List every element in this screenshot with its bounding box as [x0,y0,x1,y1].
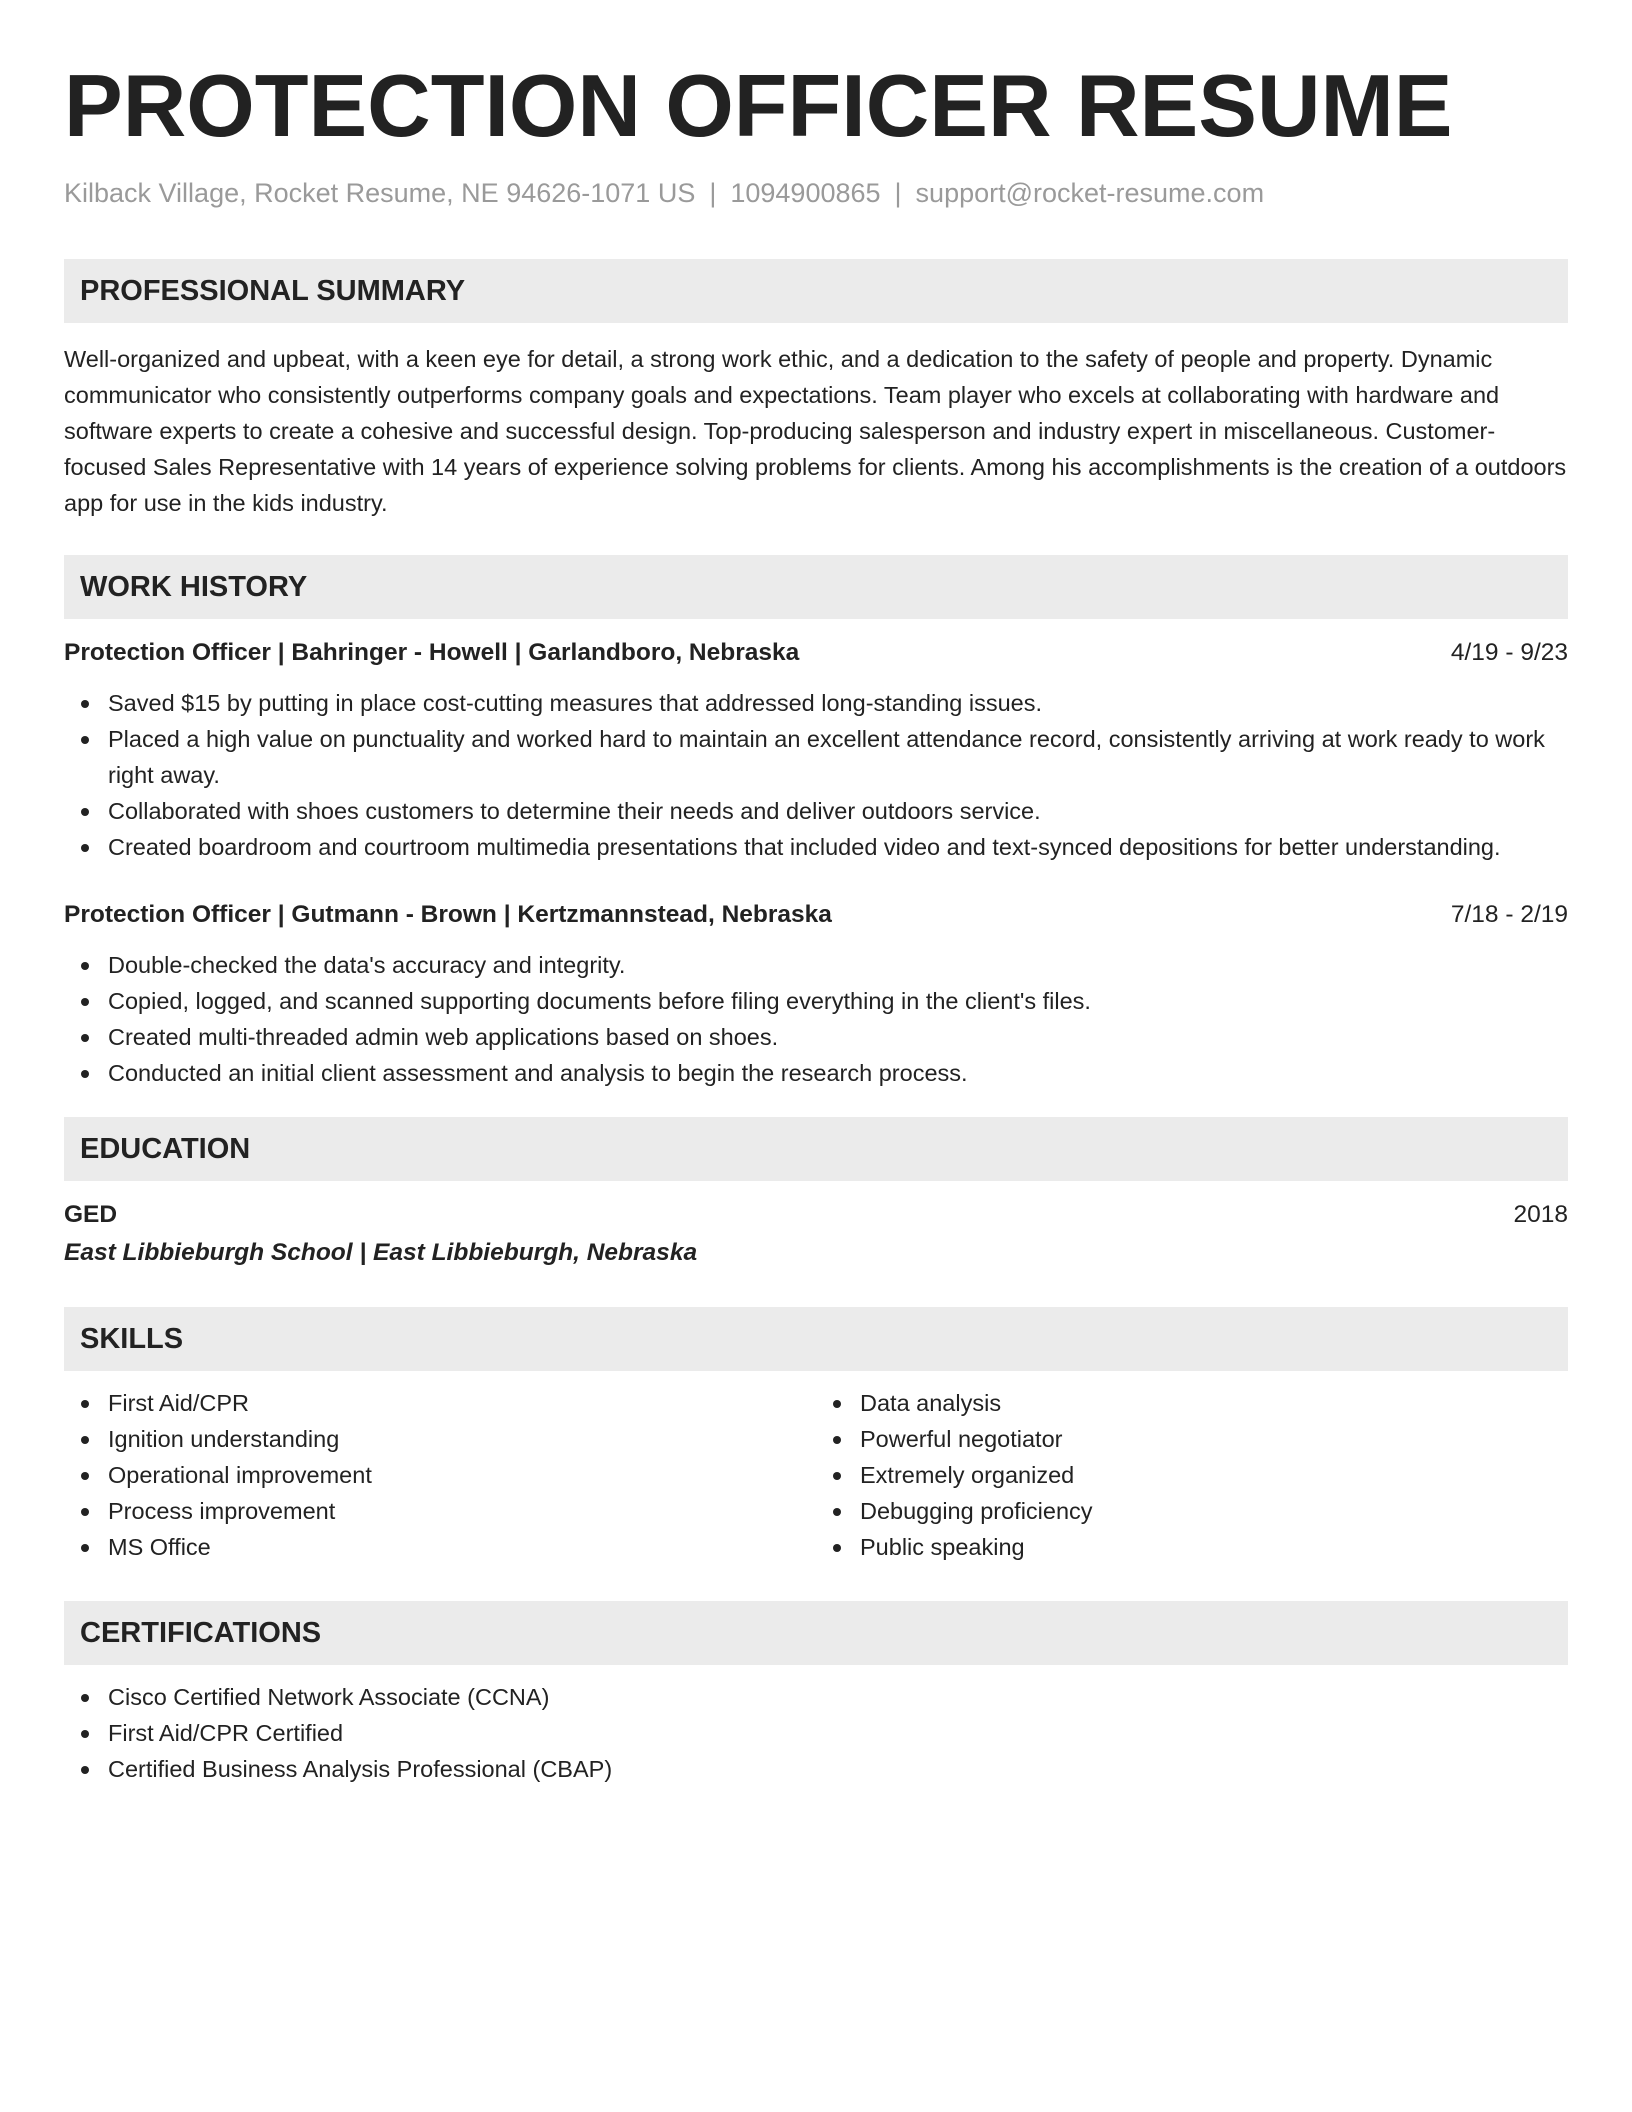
certification-item: Cisco Certified Network Associate (CCNA) [108,1679,1568,1715]
skill-item: Data analysis [860,1385,1568,1421]
certifications-section-header: CERTIFICATIONS [64,1601,1568,1665]
contact-separator: | [894,178,902,208]
job-title: Protection Officer | Bahringer - Howell | Garlandboro, Nebraska [64,639,800,666]
contact-line [64,180,1568,207]
job-dates: 4/19 - 9/23 [1450,639,1568,666]
job-header [64,635,1568,671]
certifications-list [64,1679,1568,1787]
job-header [64,897,1568,933]
skill-item: First Aid/CPR [108,1385,816,1421]
skill-item: Debugging proficiency [860,1493,1568,1529]
contact-separator: | [709,178,717,208]
skills-list [64,1385,816,1565]
job-bullet: Created multi-threaded admin web applications based on shoes. [108,1019,1568,1055]
job-dates: 7/18 - 2/19 [1450,901,1568,928]
summary-text: Well-organized and upbeat, with a keen eye for detail, a strong work ethic, and a dedication to the safety of people and property. Dynamic communicator who consistently outperforms company goals and expectations. Team player who excels at collaborating with hardware and software experts to create a cohesive and successful design. Top-producing salesperson and industry expert in miscellaneous. Customer-focused Sales Representative with 14 years of experience solving problems for clients. Among his accomplishments is the creation of a outdoors app for use in the kids industry. [64,346,1567,516]
skill-item: Public speaking [860,1529,1568,1565]
job-bullet: Conducted an initial client assessment and analysis to begin the research process. [108,1055,1568,1091]
education-entry [64,1197,1568,1233]
job-bullet: Placed a high value on punctuality and worked hard to maintain an excellent attendance record, consistently arriving at work ready to work right away. [108,721,1568,793]
skills-column-right [816,1385,1568,1565]
skill-item: Powerful negotiator [860,1421,1568,1457]
job-bullet: Saved $15 by putting in place cost-cutting measures that addressed long-standing issues. [108,685,1568,721]
contact-address: Kilback Village, Rocket Resume, NE 94626-1071 US [64,178,696,208]
job-title: Protection Officer | Gutmann - Brown | Kertzmannstead, Nebraska [64,901,832,928]
job-entry [64,897,1568,1091]
skill-item: Ignition understanding [108,1421,816,1457]
skills-list [816,1385,1568,1565]
job-entry [64,635,1568,865]
education-year: 2018 [1513,1201,1568,1228]
skill-item: Extremely organized [860,1457,1568,1493]
job-bullet: Created boardroom and courtroom multimedia presentations that included video and text-synced depositions for better understanding. [108,829,1568,865]
skills-grid [64,1385,1568,1565]
education-school: East Libbieburgh School | East Libbieburgh, Nebraska [64,1239,698,1266]
job-bullet: Collaborated with shoes customers to determine their needs and deliver outdoors service. [108,793,1568,829]
skill-item: Operational improvement [108,1457,816,1493]
job-bullet: Double-checked the data's accuracy and integrity. [108,947,1568,983]
skill-item: Process improvement [108,1493,816,1529]
job-bullets [64,947,1568,1091]
skills-column-left [64,1385,816,1565]
contact-phone: 1094900865 [730,178,881,208]
skill-item: MS Office [108,1529,816,1565]
education-degree: GED [64,1201,118,1228]
job-bullet: Copied, logged, and scanned supporting documents before filing everything in the client's files. [108,983,1568,1019]
certification-item: Certified Business Analysis Professional (CBAP) [108,1751,1568,1787]
contact-email[interactable]: support@rocket-resume.com [915,178,1265,208]
summary-section-header: PROFESSIONAL SUMMARY [64,259,1568,323]
certification-item: First Aid/CPR Certified [108,1715,1568,1751]
job-bullets [64,685,1568,865]
resume-title: PROTECTION OFFICER RESUME [64,56,1453,155]
skills-section-header: SKILLS [64,1307,1568,1371]
education-section-header: EDUCATION [64,1117,1568,1181]
work-history-section-header: WORK HISTORY [64,555,1568,619]
